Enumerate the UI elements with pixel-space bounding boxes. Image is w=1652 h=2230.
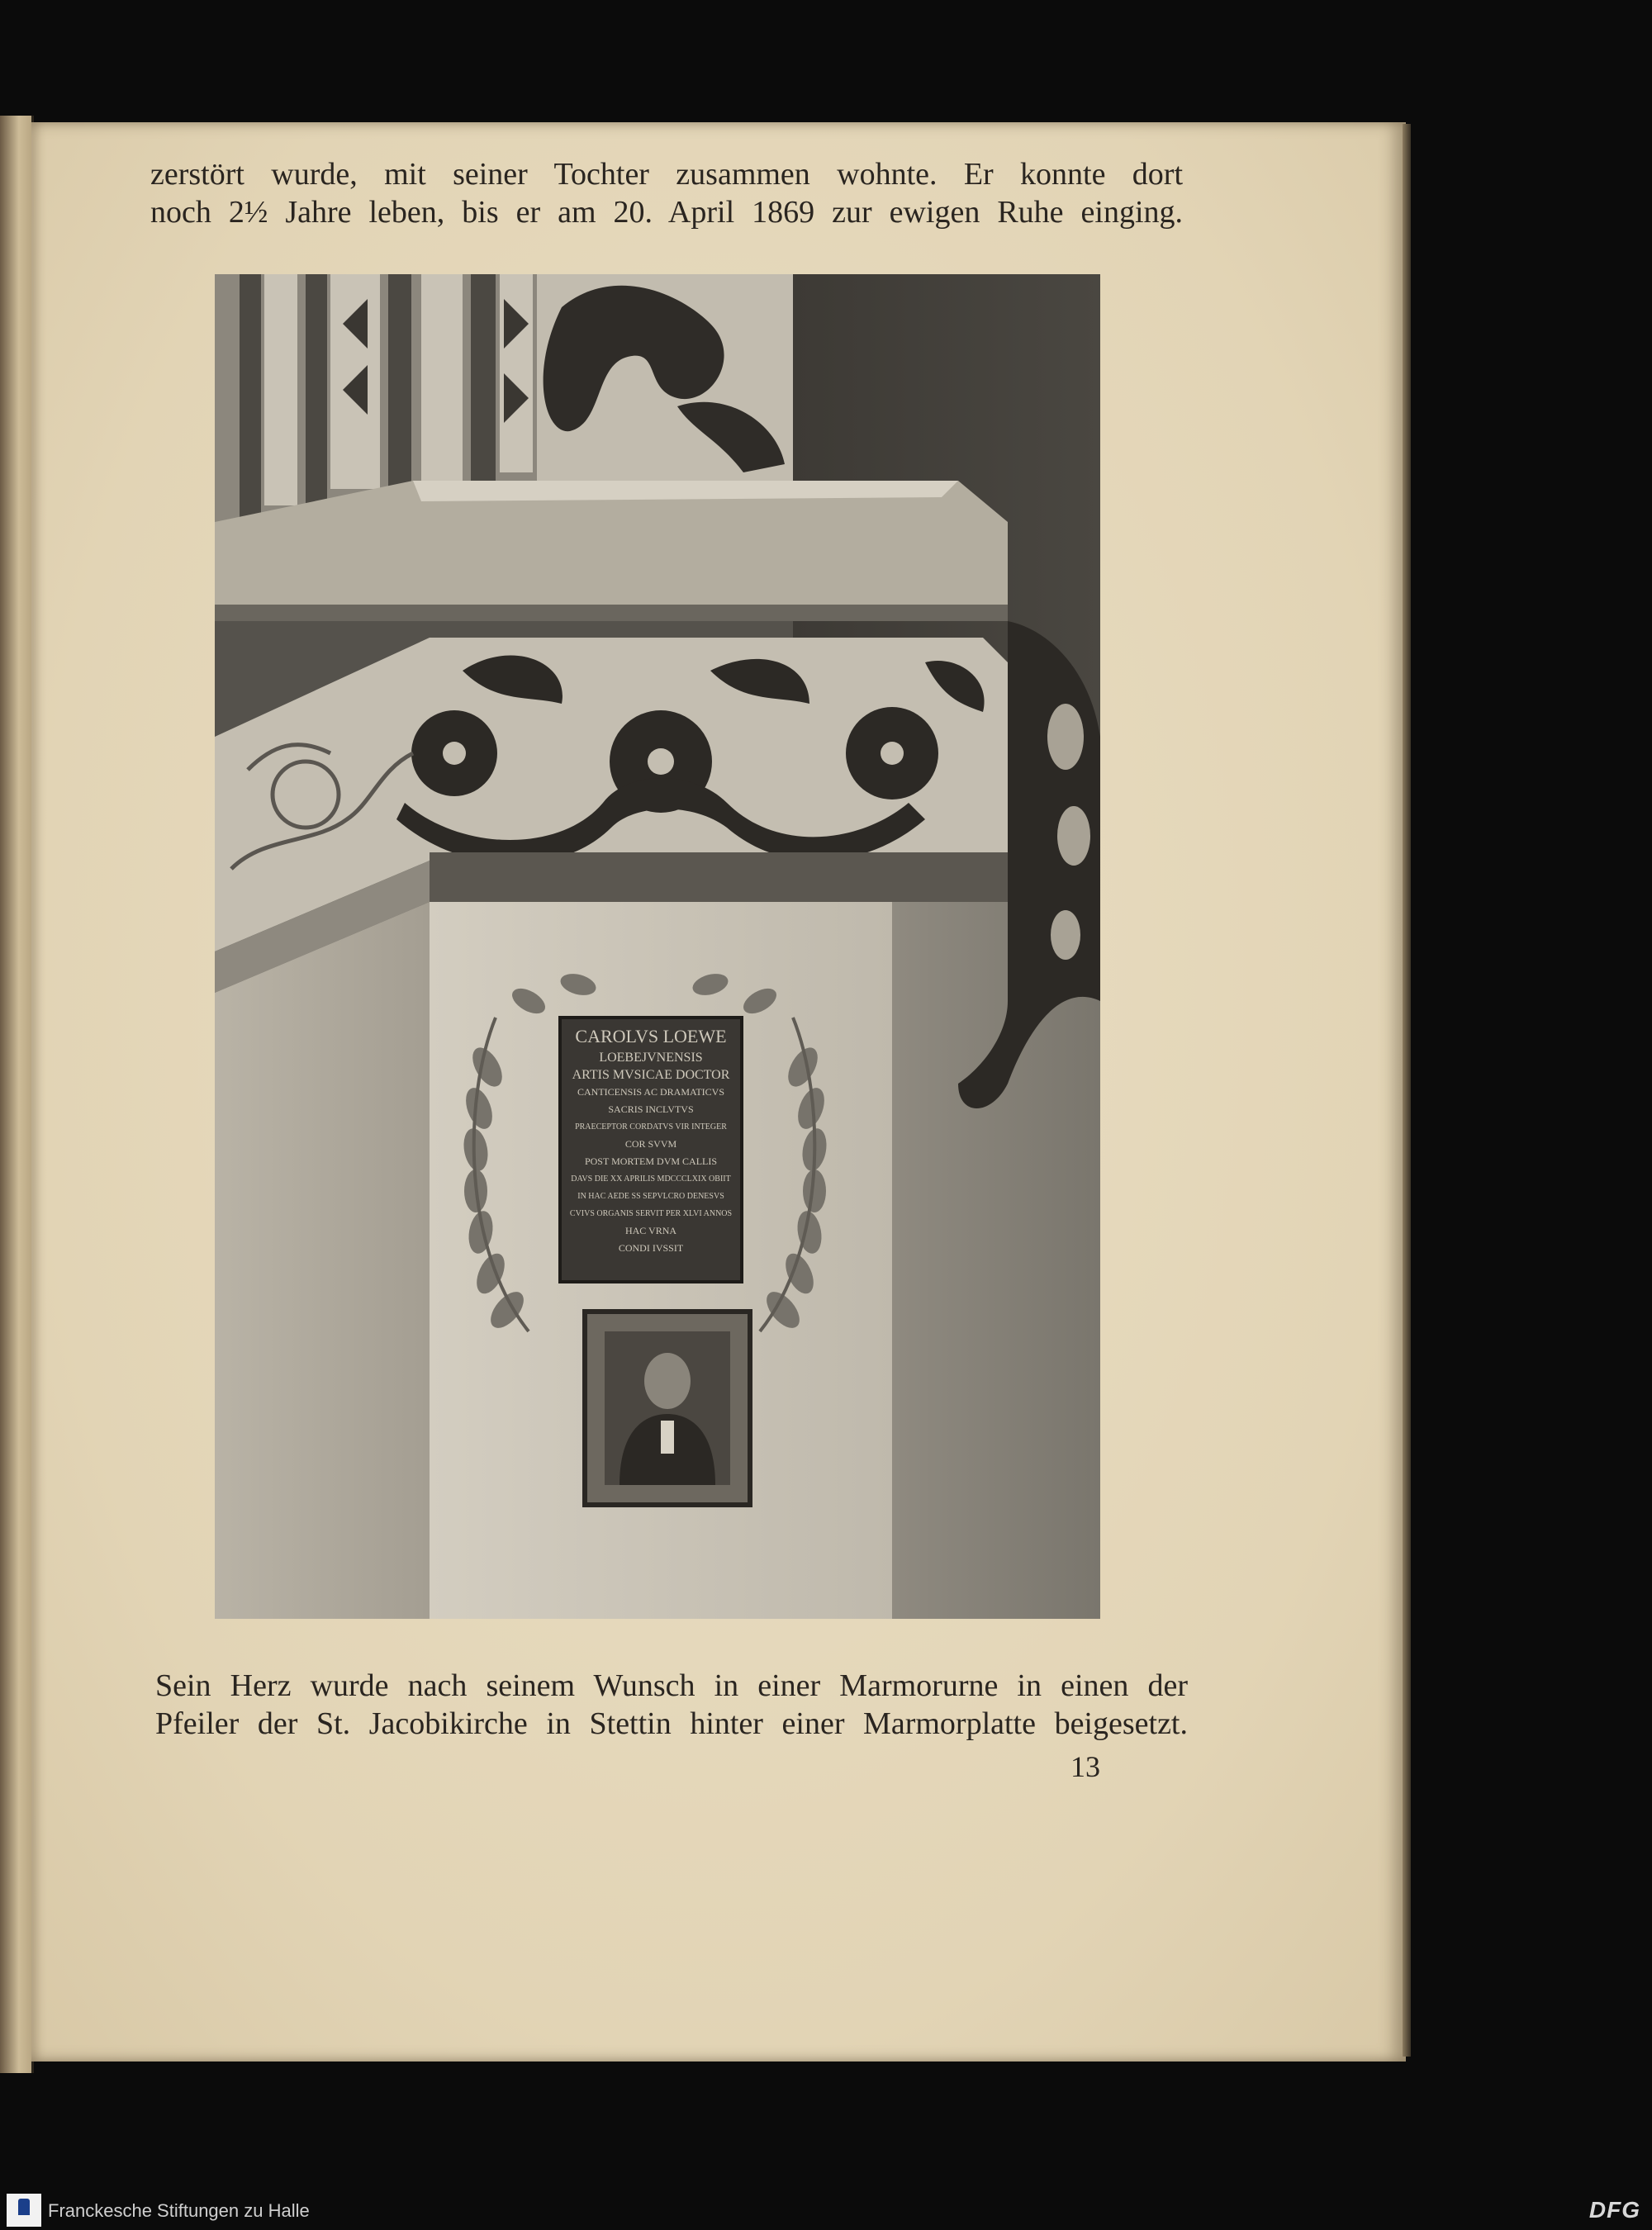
paragraph-top-line-1: zerstört wurde, mit seiner Tochter zusammen wohnte. Er konnte dort xyxy=(150,157,1183,192)
page-number: 13 xyxy=(1070,1750,1100,1783)
plaque-line-10: IN HAC AEDE SS SEPVLCRO DENESVS xyxy=(577,1192,724,1201)
plaque-line-9: DAVS DIE XX APRILIS MDCCCLXIX OBIIT xyxy=(571,1174,731,1184)
dfg-logo: DFG xyxy=(1588,2197,1640,2223)
paragraph-bottom xyxy=(155,1667,1188,1743)
plaque-line-8: POST MORTEM DVM CALLIS xyxy=(584,1155,718,1167)
paragraph-bottom-line-1: Sein Herz wurde nach seinem Wunsch in einer Marmorurne in einen der xyxy=(155,1668,1188,1703)
plaque-line-3: ARTIS MVSICAE DOCTOR xyxy=(572,1068,730,1082)
plaque-line-13: CONDI IVSSIT xyxy=(618,1242,684,1254)
memorial-plaque-inscription xyxy=(562,1024,740,1275)
plaque-line-12: HAC VRNA xyxy=(624,1225,677,1236)
institution-logo-icon xyxy=(7,2194,41,2227)
church-pillar-photograph xyxy=(215,274,1100,1619)
institution-name: Franckesche Stiftungen zu Halle xyxy=(48,2200,310,2221)
plaque-line-4: CANTICENSIS AC DRAMATICVS xyxy=(577,1086,725,1098)
plaque-line-11: CVIVS ORGANIS SERVIT PER XLVI ANNOS xyxy=(569,1209,733,1218)
page-edge-shadow xyxy=(1403,124,1411,2057)
paragraph-top-line-2: noch 2½ Jahre leben, bis er am 20. April 1869 zur ewigen Ruhe einging. xyxy=(150,195,1183,230)
paragraph-top xyxy=(150,155,1183,231)
plaque-line-7: COR SVVM xyxy=(624,1138,677,1150)
previous-page-edge xyxy=(0,116,34,2073)
plaque-line-6: PRAECEPTOR CORDATVS VIR INTEGER xyxy=(575,1122,727,1132)
paragraph-bottom-line-2: Pfeiler der St. Jacobikirche in Stettin hinter einer Marmorplatte beigesetzt. xyxy=(155,1706,1188,1741)
plaque-line-2: LOEBEJVNENSIS xyxy=(599,1051,703,1065)
plaque-line-1: CAROLVS LOEWE xyxy=(575,1026,727,1046)
plaque-line-5: SACRIS INCLVTVS xyxy=(608,1103,694,1115)
